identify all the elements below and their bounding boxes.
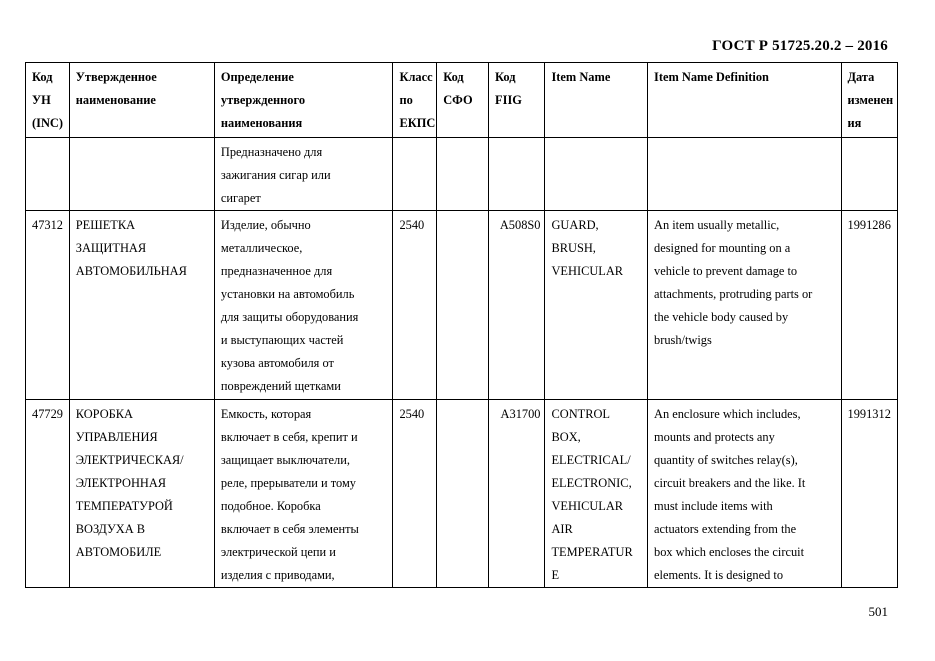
column-header-sfo	[437, 63, 489, 138]
cell-text-line: CONTROL	[551, 407, 610, 421]
cell-text: 47729	[32, 407, 63, 421]
cell-text-line: ELECTRICAL/	[551, 453, 631, 467]
cell-text: A31700	[500, 407, 541, 421]
cell-text-line: ВОЗДУХА В	[75, 522, 146, 536]
column-header-name	[69, 63, 214, 138]
cell-item-name	[545, 400, 648, 588]
table-row	[26, 400, 898, 588]
column-header-item-def	[648, 63, 842, 138]
cell-fiig	[489, 400, 545, 588]
cell-text-line: mounts and protects any	[654, 430, 775, 444]
column-header-line: (INC)	[32, 116, 63, 130]
cell-text-line: подобное. Коробка	[220, 499, 321, 513]
cell-name	[69, 211, 214, 400]
cell-text-line: ЭЛЕКТРОННАЯ	[75, 476, 167, 490]
cell-text-line: изделия с приводами,	[220, 568, 335, 582]
cell-text-line: АВТОМОБИЛЬНАЯ	[75, 264, 187, 278]
cell-text-line: Изделие, обычно	[220, 218, 311, 232]
cell-text-line: elements. It is designed to	[654, 568, 784, 582]
cell-text-line: повреждений щетками	[220, 379, 341, 393]
cell-text-line: VEHICULAR	[551, 499, 624, 513]
cell-text-line: РЕШЕТКА	[75, 218, 136, 232]
cell-text-line: AIR	[551, 522, 573, 536]
column-header-line: изменен	[847, 93, 894, 107]
table-row	[26, 138, 898, 211]
cell-def	[214, 400, 393, 588]
column-header-fiig	[489, 63, 545, 138]
cell-text-line: the vehicle body caused by	[654, 310, 789, 324]
cell-text-line: An enclosure which includes,	[654, 407, 801, 421]
column-header-line: Код	[443, 70, 464, 84]
cell-text-line: box which encloses the circuit	[654, 545, 805, 559]
column-header-line: Дата	[847, 70, 875, 84]
cell-item-def	[648, 400, 842, 588]
cell-inc	[26, 138, 70, 211]
table-row	[26, 211, 898, 400]
cell-text-line: и выступающих частей	[220, 333, 344, 347]
cell-date	[841, 211, 897, 400]
column-header-line: Item Name	[551, 70, 611, 84]
cell-text-line: электрической цепи и	[220, 545, 336, 559]
cell-text-line: E	[551, 568, 560, 582]
cell-sfo	[437, 211, 489, 400]
column-header-line: ия	[847, 116, 862, 130]
cell-text-line: защищает выключатели,	[220, 453, 350, 467]
cell-text-line: зажигания сигар или	[220, 168, 331, 182]
cell-text-line: сигарет	[220, 191, 261, 205]
cell-date	[841, 138, 897, 211]
cell-text: 2540	[399, 218, 425, 232]
cell-text-line: ELECTRONIC,	[551, 476, 632, 490]
cell-text-line: Емкость, которая	[220, 407, 312, 421]
document-title: ГОСТ Р 51725.20.2 – 2016	[712, 38, 888, 54]
column-header-line: наименование	[75, 93, 156, 107]
cell-text-line: must include items with	[654, 499, 773, 513]
column-header-item-name	[545, 63, 648, 138]
cell-def	[214, 138, 393, 211]
cell-text-line: включает в себя элементы	[220, 522, 359, 536]
cell-text-line: УПРАВЛЕНИЯ	[75, 430, 158, 444]
cell-text-line: vehicle to prevent damage to	[654, 264, 798, 278]
cell-text-line: GUARD,	[551, 218, 599, 232]
cell-text-line: Предназначено для	[220, 145, 323, 159]
cell-text-line: включает в себя, крепит и	[220, 430, 358, 444]
column-header-line: Определение	[220, 70, 294, 84]
cell-text-line: АВТОМОБИЛЕ	[75, 545, 162, 559]
column-header-line: СФО	[443, 93, 473, 107]
cell-item-def	[648, 211, 842, 400]
cell-sfo	[437, 138, 489, 211]
column-header-line: УН	[32, 93, 51, 107]
cell-text-line: BOX,	[551, 430, 581, 444]
cell-fiig	[489, 211, 545, 400]
column-header-inc	[26, 63, 70, 138]
cell-class	[393, 400, 437, 588]
column-header-date	[841, 63, 897, 138]
cell-name	[69, 138, 214, 211]
cell-text-line: attachments, protruding parts or	[654, 287, 813, 301]
cell-sfo	[437, 400, 489, 588]
cell-inc	[26, 400, 70, 588]
cell-text-line: VEHICULAR	[551, 264, 624, 278]
cell-text-line: предназначенное для	[220, 264, 333, 278]
cell-text: 1991312	[847, 407, 891, 421]
column-header-class	[393, 63, 437, 138]
items-table	[25, 62, 898, 588]
cell-inc	[26, 211, 70, 400]
cell-class	[393, 211, 437, 400]
cell-text-line: ТЕМПЕРАТУРОЙ	[75, 499, 173, 513]
cell-text-line: установки на автомобиль	[220, 287, 355, 301]
cell-item-name	[545, 211, 648, 400]
cell-text: 1991286	[847, 218, 891, 232]
cell-text-line: brush/twigs	[654, 333, 712, 347]
cell-text-line: металлическое,	[220, 241, 303, 255]
cell-class	[393, 138, 437, 211]
column-header-line: Код	[495, 70, 516, 84]
column-header-line: ЕКПС	[399, 116, 436, 130]
cell-text: A508S0	[499, 218, 541, 232]
cell-text-line: quantity of switches relay(s),	[654, 453, 798, 467]
cell-text-line: кузова автомобиля от	[220, 356, 334, 370]
cell-text-line: для защиты оборудования	[220, 310, 359, 324]
cell-text-line: actuators extending from the	[654, 522, 797, 536]
cell-text-line: An item usually metallic,	[654, 218, 780, 232]
column-header-line: утвержденного	[220, 93, 306, 107]
column-header-line: по	[399, 93, 413, 107]
cell-text: 2540	[399, 407, 425, 421]
cell-text-line: КОРОБКА	[75, 407, 133, 421]
cell-text-line: TEMPERATUR	[551, 545, 633, 559]
cell-date	[841, 400, 897, 588]
column-header-line: Item Name Definition	[654, 70, 769, 84]
cell-text-line: BRUSH,	[551, 241, 596, 255]
cell-fiig	[489, 138, 545, 211]
cell-name	[69, 400, 214, 588]
column-header-line: Утвержденное	[75, 70, 157, 84]
column-header-line: Код	[32, 70, 53, 84]
table-body	[26, 138, 898, 588]
cell-item-def	[648, 138, 842, 211]
cell-text-line: designed for mounting on a	[654, 241, 791, 255]
cell-def	[214, 211, 393, 400]
cell-text-line: circuit breakers and the like. It	[654, 476, 806, 490]
page-number: 501	[868, 604, 888, 619]
column-header-line: наименования	[220, 116, 303, 130]
cell-text: 47312	[32, 218, 63, 232]
table-header-row	[26, 63, 898, 138]
column-header-line: FIIG	[495, 93, 522, 107]
cell-item-name	[545, 138, 648, 211]
cell-text-line: ЗАЩИТНАЯ	[75, 241, 147, 255]
cell-text-line: ЭЛЕКТРИЧЕСКАЯ/	[75, 453, 184, 467]
column-header-def	[214, 63, 393, 138]
column-header-line: Класс	[399, 70, 433, 84]
cell-text-line: реле, прерыватели и тому	[220, 476, 356, 490]
